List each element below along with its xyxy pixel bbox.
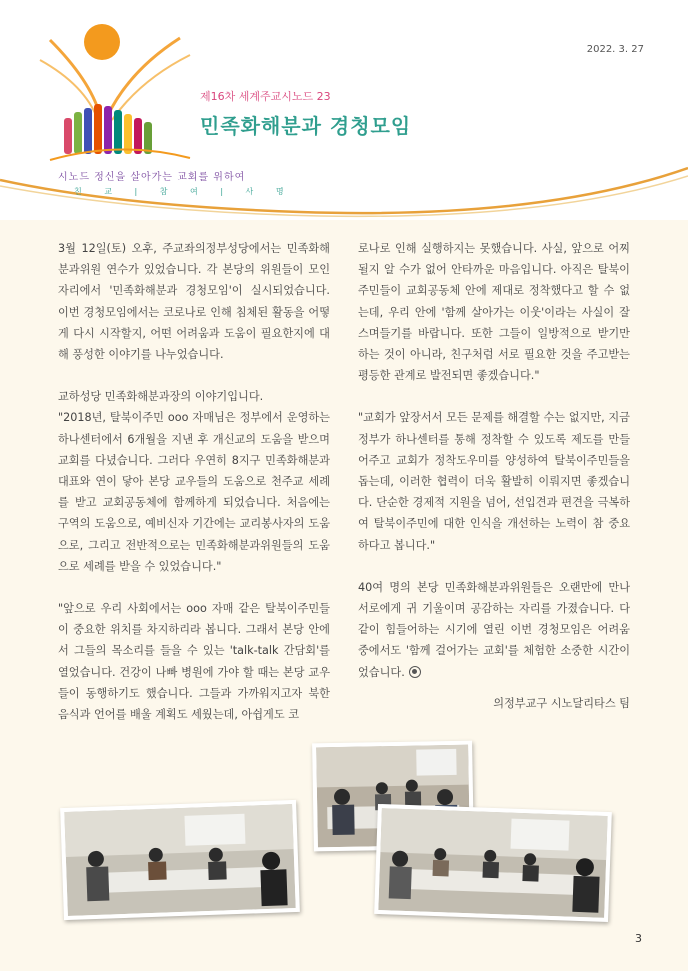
- meeting-photo-right: [374, 804, 612, 922]
- closing-text: 40여 명의 본당 민족화해분과위원들은 오랜만에 만나 서로에게 귀 기울이며 공감하는 자리를 가졌습니다. 다같이 힘들어하는 시기에 열린 이번 경청모임은 어려움 중에서도 '함께 걸어가는 교회'를 체험한 소중한 시간이었습니다.: [358, 580, 630, 679]
- issue-date: 2022. 3. 27: [586, 44, 644, 55]
- paragraph: 로나로 인해 실행하지는 못했습니다. 사실, 앞으로 어찌 될지 알 수가 없어 안타까운 마음입니다. 아직은 탈북이주민들이 교회공동체 안에 제대로 정착했다고 할 수 없는데, 우리 안에 '함께 살아가는 이웃'이라는 사실이 잘 스며들기를 바랍니다. 또한 그들이 일방적으로 받기만 하는 것이 아니라, 친구처럼 서로 필요한 것을 주고받는 평등한 관계로 발전되면 좋겠습니다.": [358, 242, 630, 383]
- series-subtitle: 제16차 세계주교시노드 23: [200, 90, 331, 103]
- end-mark-icon: [409, 666, 421, 678]
- quote-paragraph: "앞으로 우리 사회에서는 ooo 자매 같은 탈북이주민들이 중요한 위치를 차지하리라 봅니다. 그래서 본당 안에서 그들의 목소리를 들을 수 있는 'talk-talk 간담회'를 열었습니다. 건강이 나빠 병원에 가야 할 때는 본당 교우들이 동행하기도 했습니다. 그들과 가까워지고자 북한 음식과 언어를 배울 계획도 세웠는데, 아쉽게도 코: [58, 602, 330, 722]
- paragraph: 3월 12일(토) 오후, 주교좌의정부성당에서는 민족화해분과위원 연수가 있었습니다. 각 본당의 위원들이 모인 자리에서 '민족화해분과 경청모임'이 실시되었습니다. 이번 경청모임에서는 코로나로 인해 침체된 활동을 어떻게 다시 시작할지, 어떤 어려움과 도움이 필요한지에 대해 풍성한 이야기를 나누었습니다.: [58, 242, 330, 362]
- synod-logo: [30, 20, 200, 170]
- synod-keywords: 친 교 | 참 여 | 사 명: [74, 187, 285, 196]
- page-number: 3: [635, 932, 642, 945]
- closing-paragraph: [358, 577, 630, 683]
- article-column-right: [358, 238, 630, 735]
- quote-paragraph: "교회가 앞장서서 모든 문제를 해결할 수는 없지만, 지금 정부가 하나센터를 통해 정착할 수 있도록 제도를 만들어주고 교회가 정착도우미를 양성하여 탈북이주민들을 돕는데, 이러한 협력이 더욱 활발히 이뤄지면 좋겠습니다. 단순한 경제적 지원을 넘어, 선입견과 편견을 극복하여 탈북이주민에 대한 인식을 개선하는 노력이 참 중요하다고 봅니다.": [358, 411, 630, 552]
- paragraph: 교하성당 민족화해분과장의 이야기입니다.: [58, 390, 264, 404]
- article-title: 민족화해분과 경청모임: [200, 114, 412, 138]
- synod-slogan: 시노드 정신을 살아가는 교회를 위하여: [58, 172, 246, 183]
- quote-paragraph: "2018년, 탈북이주민 ooo 자매님은 정부에서 운영하는 하나센터에서 6개월을 지낸 후 개신교의 도움을 받으며 교회를 다녔습니다. 그러다 우연히 8지구 민족화해분과 대표와 연이 닿아 본당 교우들의 도움으로 천주교 세례를 받고 교회공동체에 함께하게 되었습니다. 처음에는 구역의 도움으로, 예비신자 기간에는 교리봉사자의 도움으로, 그리고 전반적으로는 민족화해분과위원들의 도움으로 세례를 받을 수 있었습니다.": [58, 411, 330, 573]
- signature: 의정부교구 시노달리타스 팀: [493, 696, 630, 710]
- people-figures-icon: [64, 104, 152, 154]
- article-column-left: [58, 238, 330, 746]
- meeting-photo-left: [60, 800, 300, 920]
